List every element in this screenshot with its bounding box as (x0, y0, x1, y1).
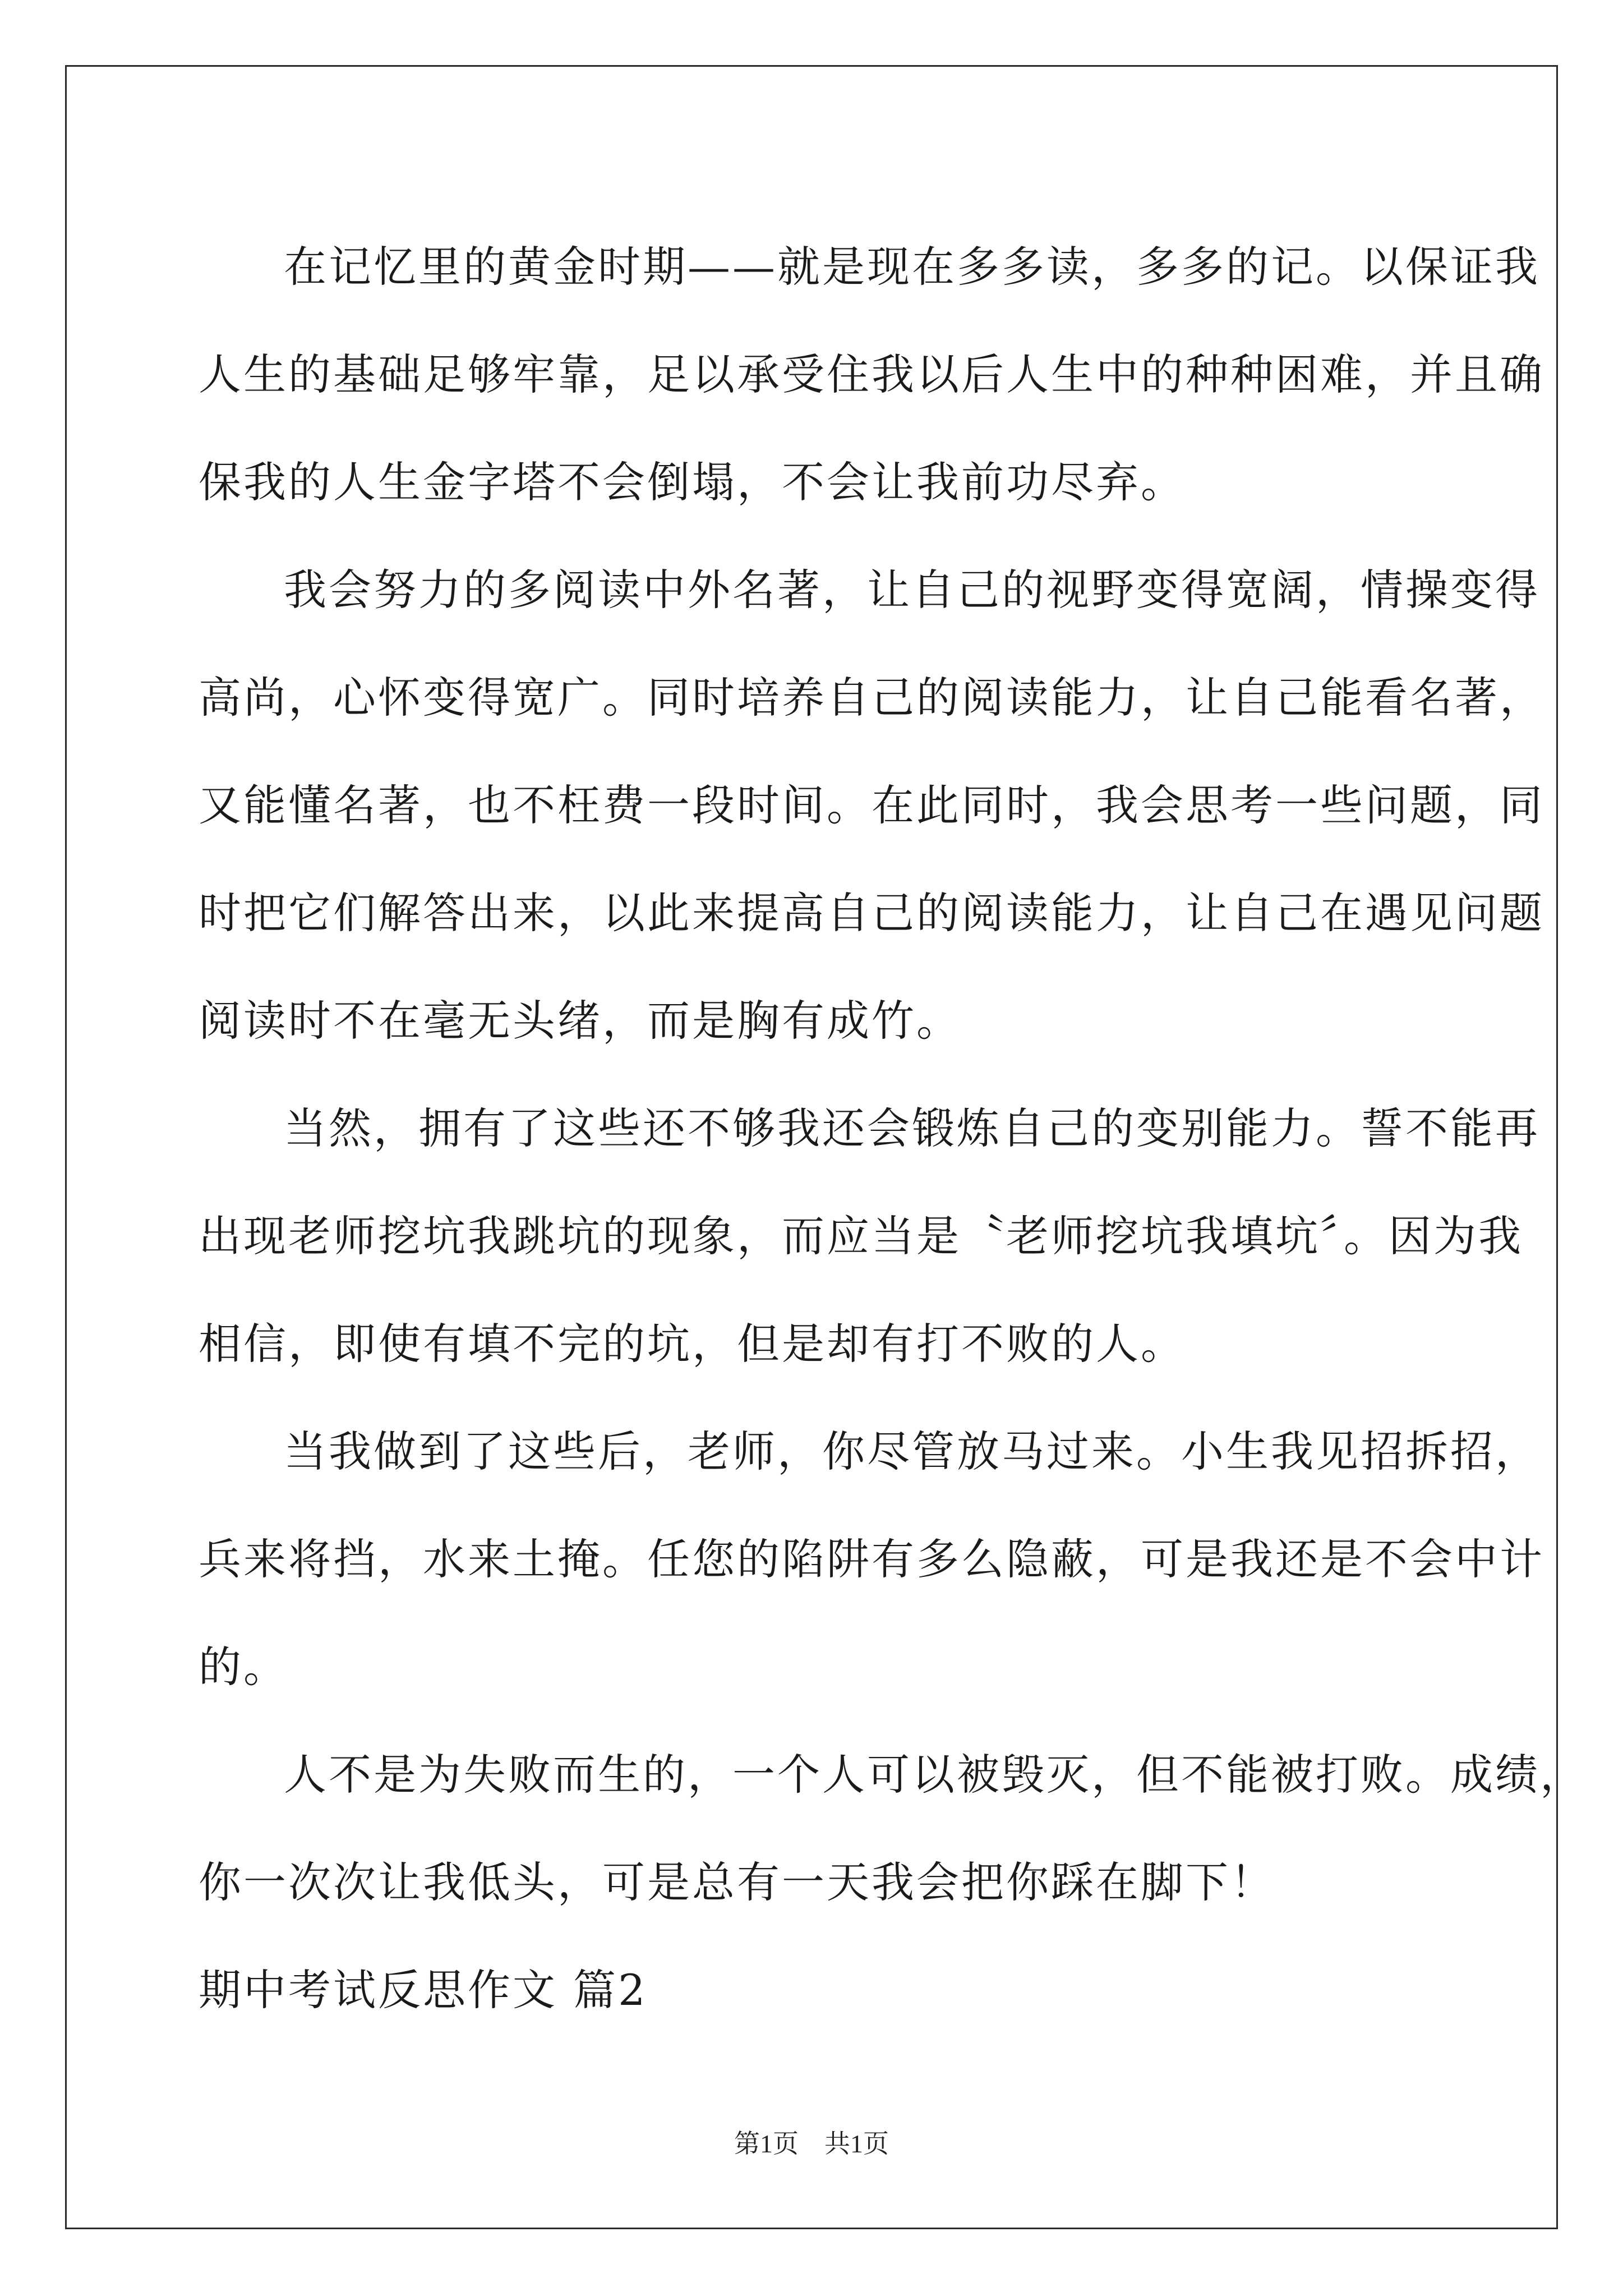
text-line: 当我做到了这些后，老师，你尽管放马过来。小生我见招拆招， (284, 1427, 1540, 1476)
text-line: 时把它们解答出来，以此来提高自己的阅读能力，让自己在遇见问题 (199, 888, 1544, 938)
text-line: 出现老师挖坑我跳坑的现象，而应当是〝老师挖坑我填坑〞。因为我 (199, 1211, 1523, 1261)
page-number-footer: 第1页 共1页 (734, 2129, 889, 2158)
text-line: 人生的基础足够牢靠，足以承受住我以后人生中的种种困难，并且确 (199, 349, 1544, 399)
text-line: 兵来将挡，水来土掩。任您的陷阱有多么隐蔽，可是我还是不会中计 (199, 1534, 1544, 1584)
text-line: 保我的人生金字塔不会倒塌，不会让我前功尽弃。 (199, 457, 1186, 507)
section-heading: 期中考试反思作文 篇2 (199, 1965, 648, 2015)
document-body (199, 213, 1585, 2044)
text-line: 我会努力的多阅读中外名著，让自己的视野变得宽阔，情操变得 (284, 565, 1540, 615)
text-line: 高尚，心怀变得宽广。同时培养自己的阅读能力，让自己能看名著， (199, 673, 1544, 723)
text-line: 你一次次让我低头，可是总有一天我会把你踩在脚下！ (199, 1857, 1275, 1907)
text-line: 又能懂名著，也不枉费一段时间。在此同时，我会思考一些问题，同 (199, 780, 1544, 830)
text-line: 相信，即使有填不完的坑，但是却有打不败的人。 (199, 1319, 1186, 1369)
text-line: 当然，拥有了这些还不够我还会锻炼自己的变别能力。誓不能再 (284, 1103, 1540, 1153)
text-line: 阅读时不在毫无头绪，而是胸有成竹。 (199, 996, 961, 1046)
text-line: 在记忆里的黄金时期——就是现在多多读，多多的记。以保证我 (284, 242, 1540, 292)
text-line: 人不是为失败而生的，一个人可以被毁灭，但不能被打败。成绩， (284, 1750, 1585, 1800)
text-line: 的。 (199, 1642, 288, 1692)
